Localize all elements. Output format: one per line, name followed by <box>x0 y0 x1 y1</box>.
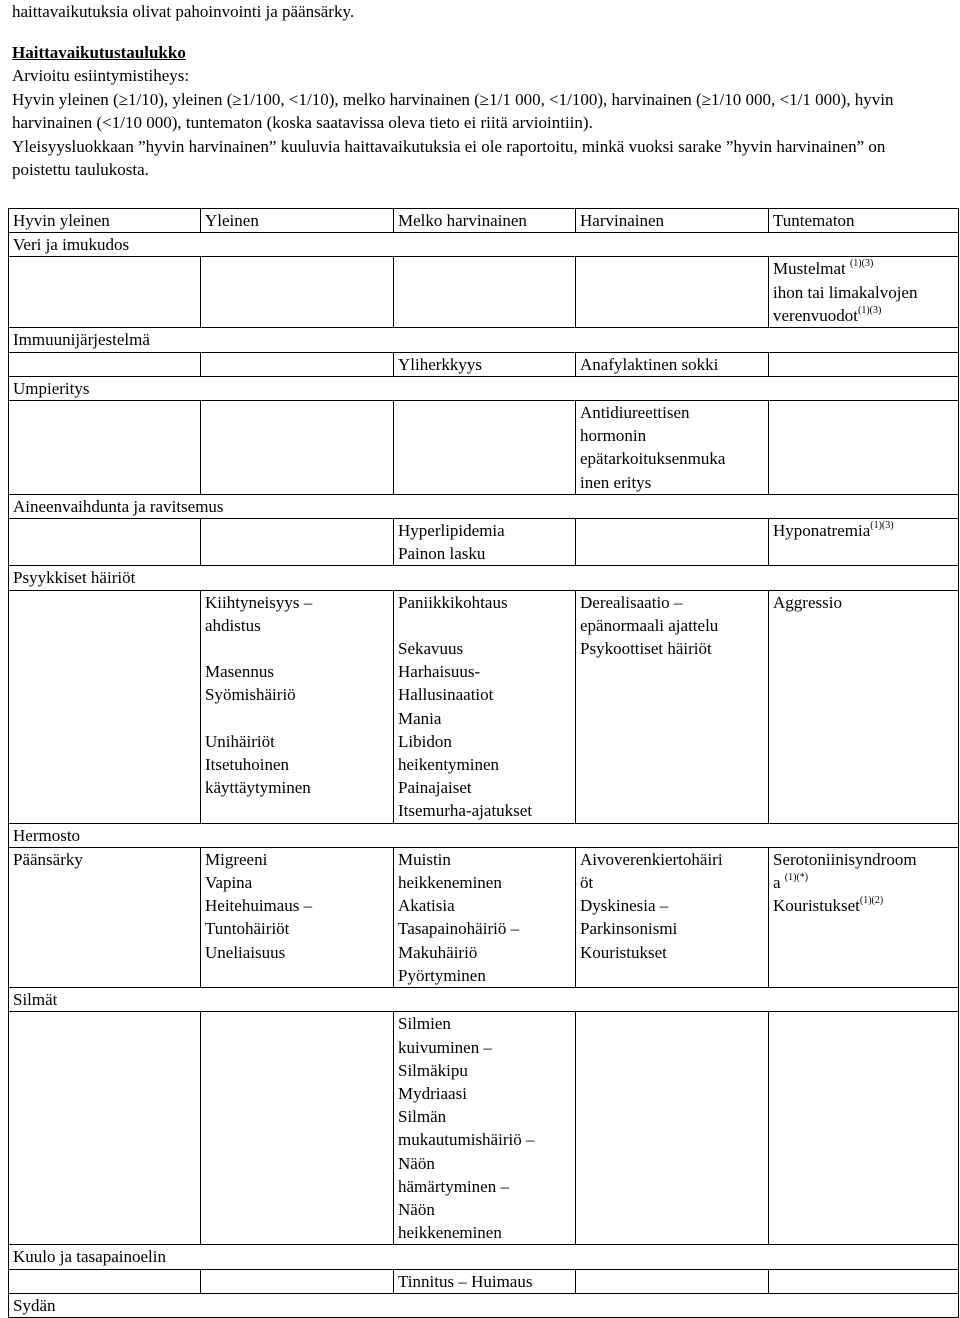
header-rare: Harvinainen <box>576 209 769 233</box>
cell-rare: Aivoverenkiertohäiri öt Dyskinesia – Parkinsonismi Kouristukset <box>576 847 769 987</box>
effects-row-psychiatric <box>9 590 959 823</box>
system-row-nervous <box>9 823 959 847</box>
system-name: Veri ja imukudos <box>9 233 959 257</box>
system-row-psychiatric <box>9 566 959 590</box>
header-unknown: Tuntematon <box>769 209 959 233</box>
cell-common: Migreeni Vapina Heitehuimaus – Tuntohäiriöt Uneliaisuus <box>201 847 394 987</box>
effects-row-metabolism <box>9 519 959 566</box>
intro-text <box>12 0 947 182</box>
frequency-label: Arvioitu esiintymistiheys: <box>12 66 190 85</box>
frequency-definitions: Hyvin yleinen (≥1/10), yleinen (≥1/100, <1/10), melko harvinainen (≥1/1 000, <1/100), harvinainen (≥1/10 000, <1/1 000), hyvin harvinainen (<1/10 000), tuntematon (koska saatavissa oleva tieto ei riitä arviointiin). <box>12 89 894 132</box>
cell-unknown: Hyponatremia$^{(1)(3)}$ <box>769 519 959 566</box>
cell-common: Kiihtyneisyys – ahdistus Masennus Syömishäiriö Unihäiriöt Itsetuhoinen käyttäytyminen <box>201 590 394 823</box>
system-name: Sydän <box>9 1293 959 1317</box>
system-name: Silmät <box>9 988 959 1012</box>
cell-uncommon: Yliherkkyys <box>394 352 576 376</box>
cell-rare: Antidiureettisen hormonin epätarkoituksenmuka inen eritys <box>576 401 769 495</box>
cell-unknown: Mustelmat $^{(1)(3)}$ ihon tai limakalvojen verenvuodot$^{(1)(3)}$ <box>769 257 959 328</box>
system-row-eye <box>9 988 959 1012</box>
header-very-common: Hyvin yleinen <box>9 209 201 233</box>
header-uncommon: Melko harvinainen <box>394 209 576 233</box>
system-name: Umpieritys <box>9 376 959 400</box>
effects-row-nervous <box>9 847 959 987</box>
system-row-endocrine <box>9 376 959 400</box>
cell-uncommon: Hyperlipidemia Painon lasku <box>394 519 576 566</box>
system-name: Kuulo ja tasapainoelin <box>9 1245 959 1269</box>
header-common: Yleinen <box>201 209 394 233</box>
cell-uncommon: Paniikkikohtaus Sekavuus Harhaisuus- Hallusinaatiot Mania Libidon heikentyminen Painajaiset Itsemurha-ajatukset <box>394 590 576 823</box>
system-row-ear <box>9 1245 959 1269</box>
system-name: Psyykkiset häiriöt <box>9 566 959 590</box>
effects-row-endocrine <box>9 401 959 495</box>
cell-uncommon: Silmien kuivuminen – Silmäkipu Mydriaasi Silmän mukautumishäiriö – Näön hämärtyminen – Näön heikkeneminen <box>394 1012 576 1245</box>
effects-row-ear <box>9 1269 959 1293</box>
system-row-metabolism <box>9 494 959 518</box>
system-name: Aineenvaihdunta ja ravitsemus <box>9 494 959 518</box>
system-name: Immuunijärjestelmä <box>9 328 959 352</box>
system-row-immune <box>9 328 959 352</box>
cell-very-common: Päänsärky <box>9 847 201 987</box>
very-rare-note: Yleisyysluokkaan ”hyvin harvinainen” kuuluvia haittavaikutuksia ei ole raportoitu, minkä vuoksi sarake ”hyvin harvinainen” on poistettu taulukosta. <box>12 136 886 179</box>
cell-uncommon: Tinnitus – Huimaus <box>394 1269 576 1293</box>
cell-rare: Derealisaatio – epänormaali ajattelu Psykoottiset häiriöt <box>576 590 769 823</box>
cell-uncommon: Muistin heikkeneminen Akatisia Tasapainohäiriö – Makuhäiriö Pyörtyminen <box>394 847 576 987</box>
table-title: Haittavaikutustaulukko <box>12 42 186 62</box>
cell-rare: Anafylaktinen sokki <box>576 352 769 376</box>
system-name: Hermosto <box>9 823 959 847</box>
effects-row-immune <box>9 352 959 376</box>
effects-row-eye <box>9 1012 959 1245</box>
adverse-effects-table <box>8 208 959 1318</box>
cell-unknown: Serotoniinisyndroom a $^{(1)(*)}$ Kouristukset$^{(1)(2)}$ <box>769 847 959 987</box>
intro-line-top: haittavaikutuksia olivat pahoinvointi ja päänsärky. <box>12 2 355 21</box>
cell-unknown: Aggressio <box>769 590 959 823</box>
effects-row-blood <box>9 257 959 328</box>
system-row-blood <box>9 233 959 257</box>
header-row <box>9 209 959 233</box>
